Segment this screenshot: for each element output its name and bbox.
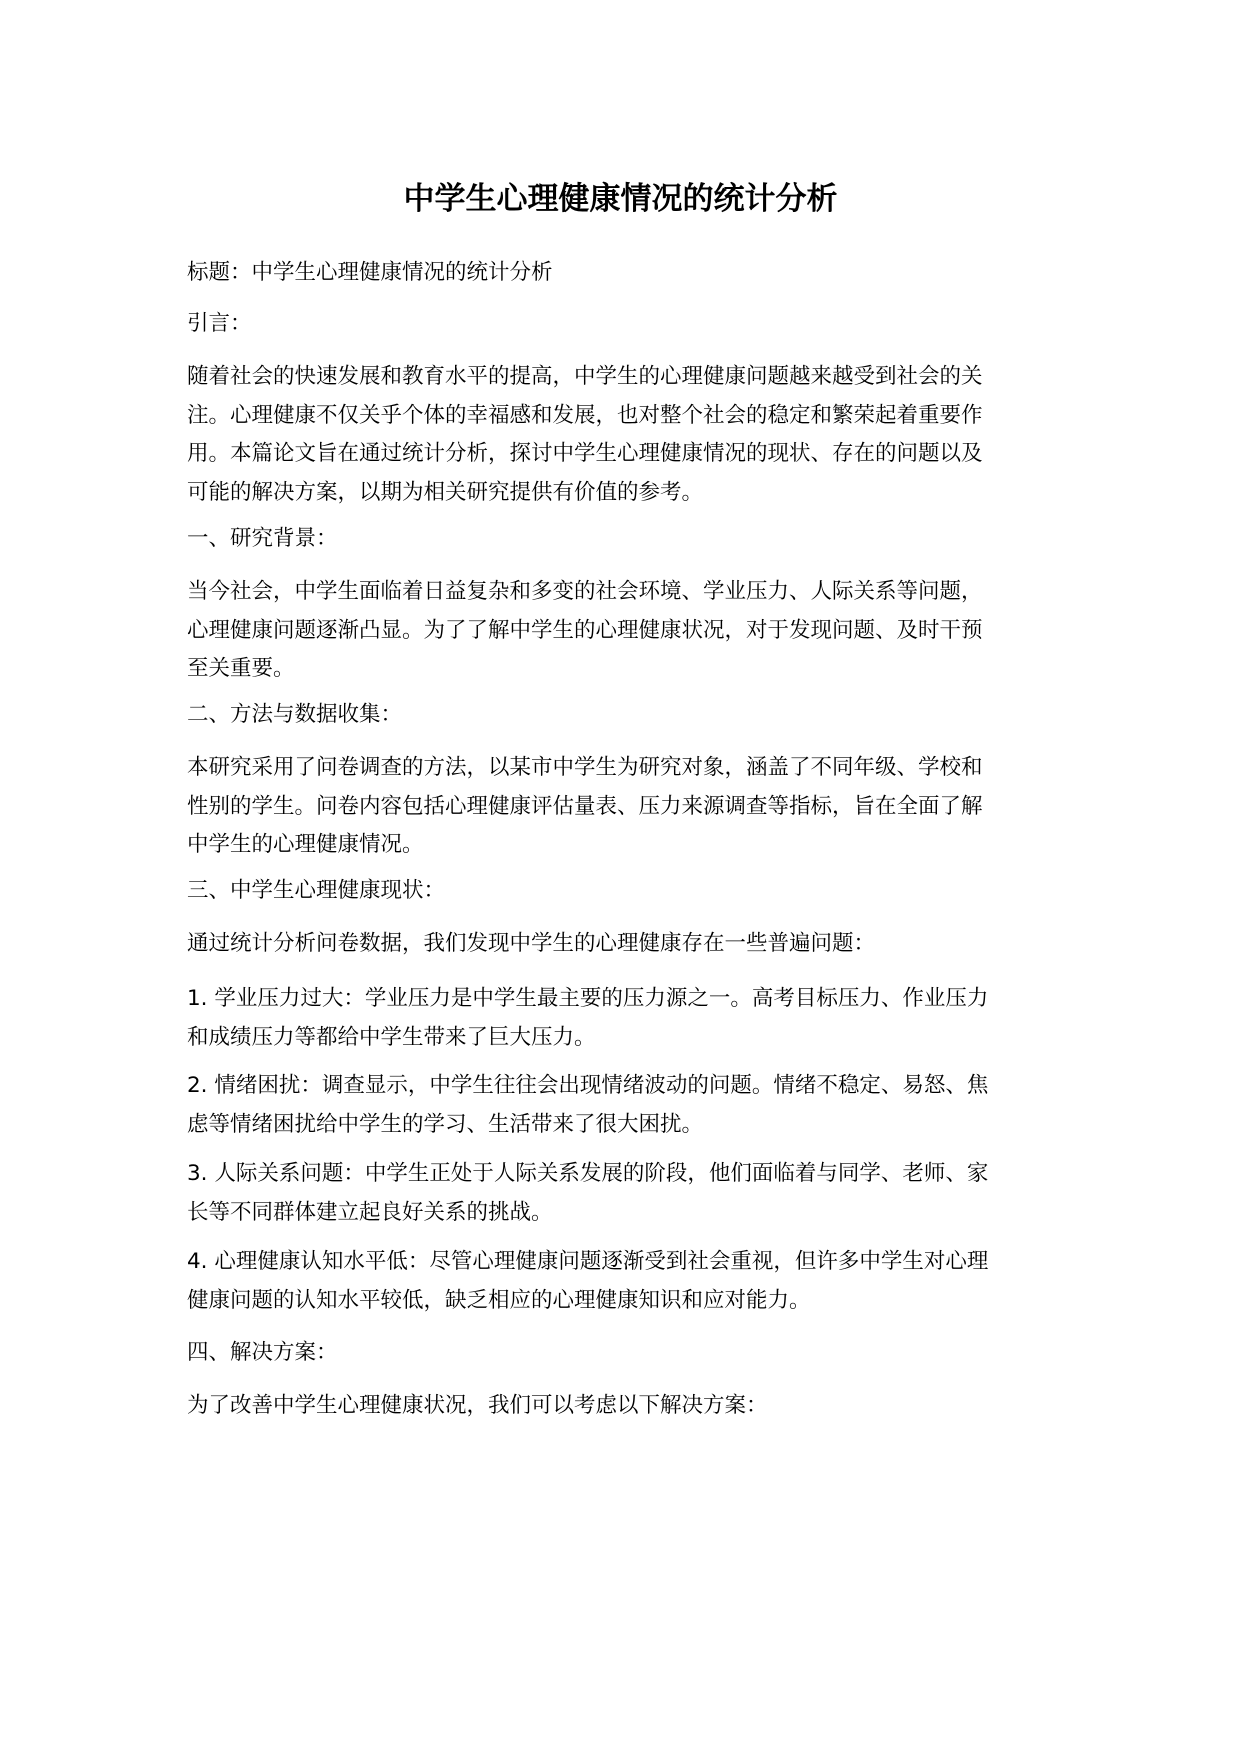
text-line: 和成绩压力等都给中学生带来了巨大压力。 [187, 1024, 596, 1050]
paragraph-methods-body [187, 749, 1055, 865]
text-line: 至关重要。 [187, 656, 295, 681]
text-line: 一、研究背景： [187, 526, 338, 551]
paragraph-status-intro [187, 925, 1055, 964]
text-line: 引言： [187, 311, 252, 336]
text-line: 通过统计分析问卷数据，我们发现中学生的心理健康存在一些普遍问题： [187, 931, 876, 956]
paragraph-intro-body [187, 358, 1055, 512]
text-line: 随着社会的快速发展和教育水平的提高，中学生的心理健康问题越来越受到社会的关 [187, 364, 983, 389]
text-line: 3. 人际关系问题：中学生正处于人际关系发展的阶段，他们面临着与同学、老师、家 [187, 1161, 989, 1186]
text-line: 长等不同群体建立起良好关系的挑战。 [187, 1199, 553, 1225]
section-heading-background [187, 520, 1055, 559]
section-heading-solutions [187, 1334, 1055, 1373]
text-line: 注。心理健康不仅关乎个体的幸福感和发展，也对整个社会的稳定和繁荣起着重要作 [187, 402, 983, 428]
text-line: 二、方法与数据收集： [187, 702, 403, 727]
text-line: 用。本篇论文旨在通过统计分析，探讨中学生心理健康情况的现状、存在的问题以及 [187, 441, 983, 466]
text-line: 中学生的心理健康情况。 [187, 832, 424, 857]
text-line: 四、解决方案： [187, 1340, 338, 1365]
paragraph-intro-heading [187, 305, 1055, 344]
paragraph-background-body [187, 573, 1055, 689]
text-line: 当今社会，中学生面临着日益复杂和多变的社会环境、学业压力、人际关系等问题， [187, 579, 983, 604]
list-item-awareness [187, 1243, 1055, 1320]
section-heading-status [187, 872, 1055, 911]
text-line: 本研究采用了问卷调查的方法，以某市中学生为研究对象，涵盖了不同年级、学校和 [187, 755, 983, 780]
list-item-emotional-distress [187, 1067, 1055, 1144]
paragraph-solutions-intro [187, 1387, 1055, 1426]
list-item-interpersonal [187, 1155, 1055, 1232]
text-line: 性别的学生。问卷内容包括心理健康评估量表、压力来源调查等指标，旨在全面了解 [187, 793, 983, 819]
text-line: 为了改善中学生心理健康状况，我们可以考虑以下解决方案： [187, 1393, 768, 1418]
text-line: 标题：中学生心理健康情况的统计分析 [187, 260, 553, 285]
text-line: 4. 心理健康认知水平低：尽管心理健康问题逐渐受到社会重视，但许多中学生对心理 [187, 1249, 989, 1274]
text-line: 2. 情绪困扰：调查显示，中学生往往会出现情绪波动的问题。情绪不稳定、易怒、焦 [187, 1073, 989, 1098]
document-title: 中学生心理健康情况的统计分析 [403, 181, 838, 217]
text-line: 心理健康问题逐渐凸显。为了了解中学生的心理健康状况，对于发现问题、及时干预 [187, 617, 983, 643]
text-line: 三、中学生心理健康现状： [187, 878, 446, 903]
list-item-academic-pressure [187, 980, 1055, 1057]
text-line: 健康问题的认知水平较低，缺乏相应的心理健康知识和应对能力。 [187, 1287, 811, 1313]
section-heading-methods [187, 696, 1055, 735]
paragraph-title-line [187, 254, 1055, 293]
text-line: 可能的解决方案，以期为相关研究提供有价值的参考。 [187, 479, 704, 505]
text-line: 1. 学业压力过大：学业压力是中学生最主要的压力源之一。高考目标压力、作业压力 [187, 986, 989, 1011]
text-line: 虑等情绪困扰给中学生的学习、生活带来了很大困扰。 [187, 1111, 704, 1137]
